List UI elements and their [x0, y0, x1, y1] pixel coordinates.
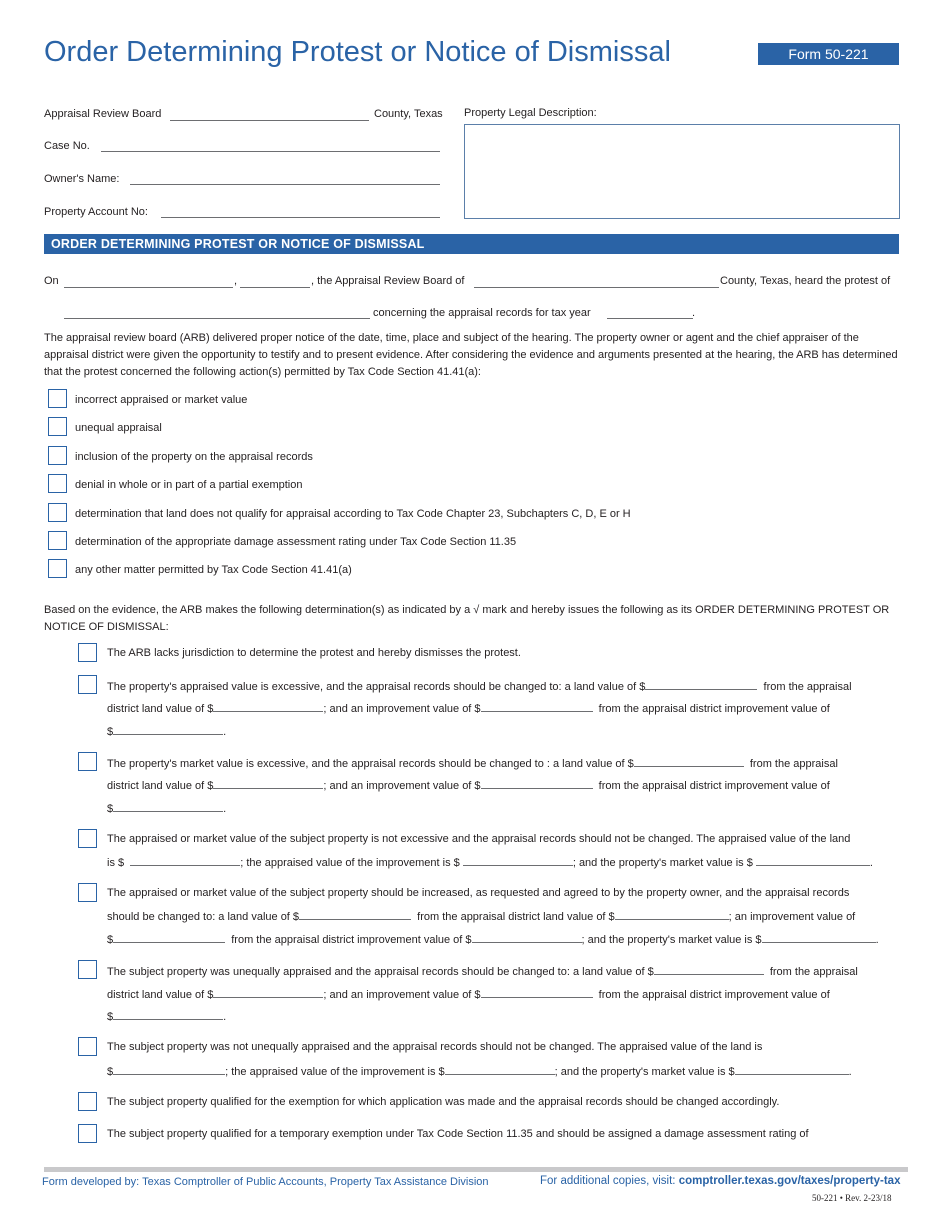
action-label-3: inclusion of the property on the appraisal records: [75, 451, 313, 463]
determination-checkbox-1[interactable]: [78, 643, 97, 662]
d7-market-value[interactable]: [735, 1064, 849, 1075]
arb-of-label: , the Appraisal Review Board of: [311, 275, 465, 287]
determination-3-line-3: $ .: [107, 803, 227, 815]
arb-county-field[interactable]: [170, 120, 369, 121]
determination-2-line-1: The property's appraised value is excessive, and the appraisal records should be changed to: a land value of $ from the appraisal: [107, 681, 852, 693]
determination-6-line-1: The subject property was unequally appraised and the appraisal records should be changed to: a land value of $ from the appraisal: [107, 966, 858, 978]
determination-6-line-3: $ .: [107, 1011, 227, 1023]
determination-2-line-3: $ .: [107, 726, 227, 738]
footer-revision: 50-221 • Rev. 2-23/18: [812, 1193, 892, 1203]
determination-9-text: The subject property qualified for a temporary exemption under Tax Code Section 11.35 and should be assigned a damage assessment rating of: [107, 1128, 809, 1140]
intro-paragraph: The appraisal review board (ARB) delivered proper notice of the date, time, place and subject of the hearing. The property owner or agent and the chief appraiser of the appraisal district were given the opportunity to testify and to present evidence. After considering the evidence and arguments presented at the hearing, the ARB has determined that the protest concerned the following action(s) permitted by Tax Code Section 41.41(a):: [44, 332, 898, 378]
hearing-county-field[interactable]: [474, 287, 719, 288]
on-label: On: [44, 275, 59, 287]
action-label-7: any other matter permitted by Tax Code Section 41.41(a): [75, 564, 352, 576]
d3-land-value[interactable]: [634, 756, 744, 767]
determination-checkbox-6[interactable]: [78, 960, 97, 979]
d3-district-land-value[interactable]: [213, 778, 323, 789]
action-label-6: determination of the appropriate damage assessment rating under Tax Code Section 11.35: [75, 536, 517, 548]
legal-description-box[interactable]: [464, 124, 900, 219]
form-number-badge: Form 50-221: [758, 43, 899, 65]
d5-market-value[interactable]: [762, 932, 876, 943]
action-checkbox-7[interactable]: [48, 559, 67, 578]
determination-1-text: The ARB lacks jurisdiction to determine the protest and hereby dismisses the protest.: [107, 647, 521, 659]
determination-7-line-1: The subject property was not unequally appraised and the appraisal records should not be changed. The appraised value of the land is: [107, 1041, 763, 1053]
action-checkbox-3[interactable]: [48, 446, 67, 465]
d5-district-improvement-value[interactable]: [472, 932, 582, 943]
footer-developed-by: Form developed by: Texas Comptroller of Public Accounts, Property Tax Assistance Division: [42, 1176, 489, 1188]
footer-copies-link[interactable]: comptroller.texas.gov/taxes/property-tax: [678, 1175, 901, 1187]
period: .: [692, 307, 696, 319]
determination-5-line-1: The appraised or market value of the subject property should be increased, as requested and agreed to by the property owner, and the appraisal records: [107, 887, 850, 899]
tax-year-field[interactable]: [607, 318, 693, 319]
owner-name-field[interactable]: [130, 184, 440, 185]
determination-3-line-1: The property's market value is excessive, and the appraisal records should be changed to : a land value of $ from the appraisal: [107, 758, 838, 770]
account-label: Property Account No:: [44, 206, 148, 218]
d6-district-improvement-value[interactable]: [113, 1009, 223, 1020]
account-number-field[interactable]: [161, 217, 440, 218]
d4-market-value[interactable]: [756, 855, 870, 866]
determination-checkbox-5[interactable]: [78, 883, 97, 902]
d5-land-value[interactable]: [299, 909, 411, 920]
determination-checkbox-7[interactable]: [78, 1037, 97, 1056]
d2-district-improvement-value[interactable]: [113, 724, 223, 735]
determination-intro: Based on the evidence, the ARB makes the following determination(s) as indicated by a √ mark and hereby issues the following as its ORDER DETERMINING PROTEST OR NOTICE OF DISMISSAL:: [44, 604, 890, 633]
d6-land-value[interactable]: [654, 964, 764, 975]
comma: ,: [234, 275, 238, 287]
d3-improvement-value[interactable]: [481, 778, 593, 789]
case-number-field[interactable]: [101, 151, 440, 152]
case-label: Case No.: [44, 140, 90, 152]
action-label-5: determination that land does not qualify for appraisal according to Tax Code Chapter 23, Subchapters C, D, E or H: [75, 508, 631, 520]
action-checkbox-6[interactable]: [48, 531, 67, 550]
hearing-date-field[interactable]: [64, 287, 233, 288]
action-checkbox-5[interactable]: [48, 503, 67, 522]
d4-land-value[interactable]: [130, 855, 240, 866]
action-label-1: incorrect appraised or market value: [75, 394, 248, 406]
determination-checkbox-8[interactable]: [78, 1092, 97, 1111]
determination-checkbox-2[interactable]: [78, 675, 97, 694]
action-checkbox-1[interactable]: [48, 389, 67, 408]
footer-copies: For additional copies, visit: comptroller.texas.gov/taxes/property-tax: [540, 1175, 901, 1187]
d2-improvement-value[interactable]: [481, 701, 593, 712]
page-title: Order Determining Protest or Notice of Dismissal: [44, 36, 671, 68]
d7-land-value[interactable]: [113, 1064, 225, 1075]
d5-district-land-value[interactable]: [615, 909, 729, 920]
arb-label: Appraisal Review Board: [44, 108, 162, 120]
determination-7-line-2: $ ; the appraised value of the improvement is $ ; and the property's market value is $ .: [107, 1066, 852, 1078]
county-suffix: County, Texas: [374, 108, 443, 120]
action-checkbox-4[interactable]: [48, 474, 67, 493]
d6-improvement-value[interactable]: [481, 987, 593, 998]
determination-6-line-2: district land value of $ ; and an improvement value of $ from the appraisal district improvement value of: [107, 989, 830, 1001]
determination-checkbox-3[interactable]: [78, 752, 97, 771]
d4-improvement-value[interactable]: [463, 855, 573, 866]
hearing-year-field[interactable]: [240, 287, 310, 288]
action-label-2: unequal appraisal: [75, 422, 162, 434]
d2-land-value[interactable]: [645, 679, 757, 690]
determination-checkbox-4[interactable]: [78, 829, 97, 848]
protester-field[interactable]: [64, 318, 370, 319]
legal-description-label: Property Legal Description:: [464, 107, 597, 119]
determination-4-line-1: The appraised or market value of the subject property is not excessive and the appraisal records should not be changed. The appraised value of the land: [107, 833, 851, 845]
d2-district-land-value[interactable]: [213, 701, 323, 712]
d7-improvement-value[interactable]: [445, 1064, 555, 1075]
section-header: ORDER DETERMINING PROTEST OR NOTICE OF DISMISSAL: [44, 234, 899, 254]
d3-district-improvement-value[interactable]: [113, 801, 223, 812]
action-checkbox-2[interactable]: [48, 417, 67, 436]
heard-label: County, Texas, heard the protest of: [720, 275, 891, 287]
d6-district-land-value[interactable]: [213, 987, 323, 998]
concerning-label: concerning the appraisal records for tax year: [373, 307, 591, 319]
footer-divider: [44, 1167, 908, 1172]
determination-2-line-2: district land value of $ ; and an improvement value of $ from the appraisal district improvement value of: [107, 703, 830, 715]
owner-label: Owner's Name:: [44, 173, 120, 185]
determination-5-line-2: should be changed to: a land value of $ from the appraisal district land value of $ ; an improvement value of: [107, 911, 856, 923]
determination-4-line-2: is $ ; the appraised value of the improvement is $ ; and the property's market value is $ .: [107, 857, 873, 869]
determination-3-line-2: district land value of $ ; and an improvement value of $ from the appraisal district improvement value of: [107, 780, 830, 792]
determination-5-line-3: $ from the appraisal district improvement value of $ ; and the property's market value is $ .: [107, 934, 879, 946]
d5-improvement-value[interactable]: [113, 932, 225, 943]
action-label-4: denial in whole or in part of a partial exemption: [75, 479, 303, 491]
determination-8-text: The subject property qualified for the exemption for which application was made and the appraisal records should be changed accordingly.: [107, 1096, 780, 1108]
determination-checkbox-9[interactable]: [78, 1124, 97, 1143]
